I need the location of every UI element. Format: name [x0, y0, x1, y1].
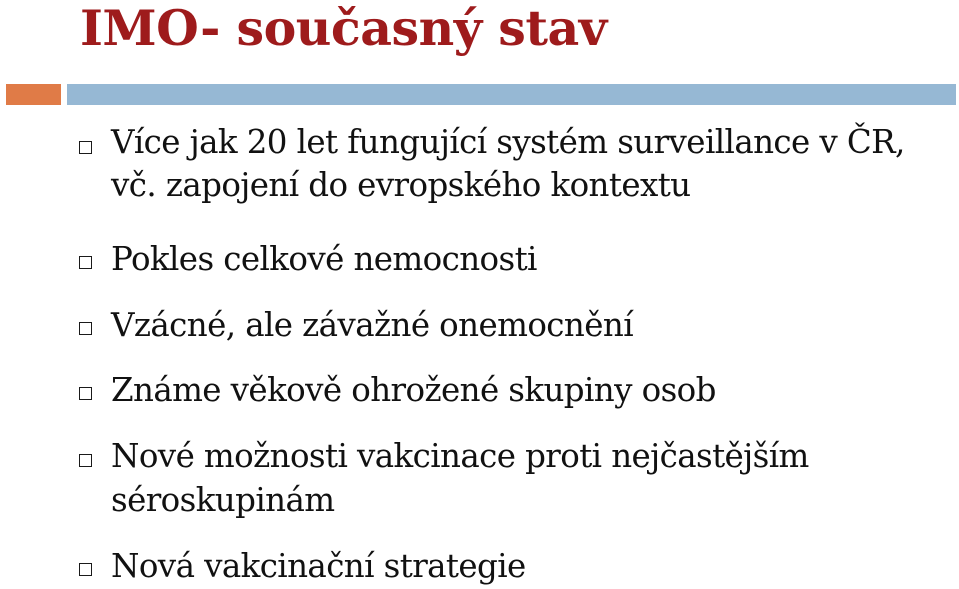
hollow-square-bullet-icon — [79, 387, 92, 400]
hollow-square-bullet-icon — [79, 563, 92, 576]
bullet-text: Více jak 20 let fungující systém surveillance v ČR, vč. zapojení do evropského kontextu — [111, 123, 905, 204]
bullet-text: Nová vakcinační strategie — [111, 547, 526, 585]
hollow-square-bullet-icon — [79, 141, 92, 154]
bullet-text: Vzácné, ale závažné onemocnění — [111, 306, 633, 344]
hollow-square-bullet-icon — [79, 454, 92, 467]
slide-title: IMO- současný stav — [80, 0, 607, 57]
bullet-text: Pokles celkové nemocnosti — [111, 240, 537, 278]
bullet-text: Známe věkově ohrožené skupiny osob — [111, 371, 716, 409]
hollow-square-bullet-icon — [79, 256, 92, 269]
bullet-text: Nové možnosti vakcinace proti nejčastějším séroskupinám — [111, 437, 809, 519]
hollow-square-bullet-icon — [79, 322, 92, 335]
